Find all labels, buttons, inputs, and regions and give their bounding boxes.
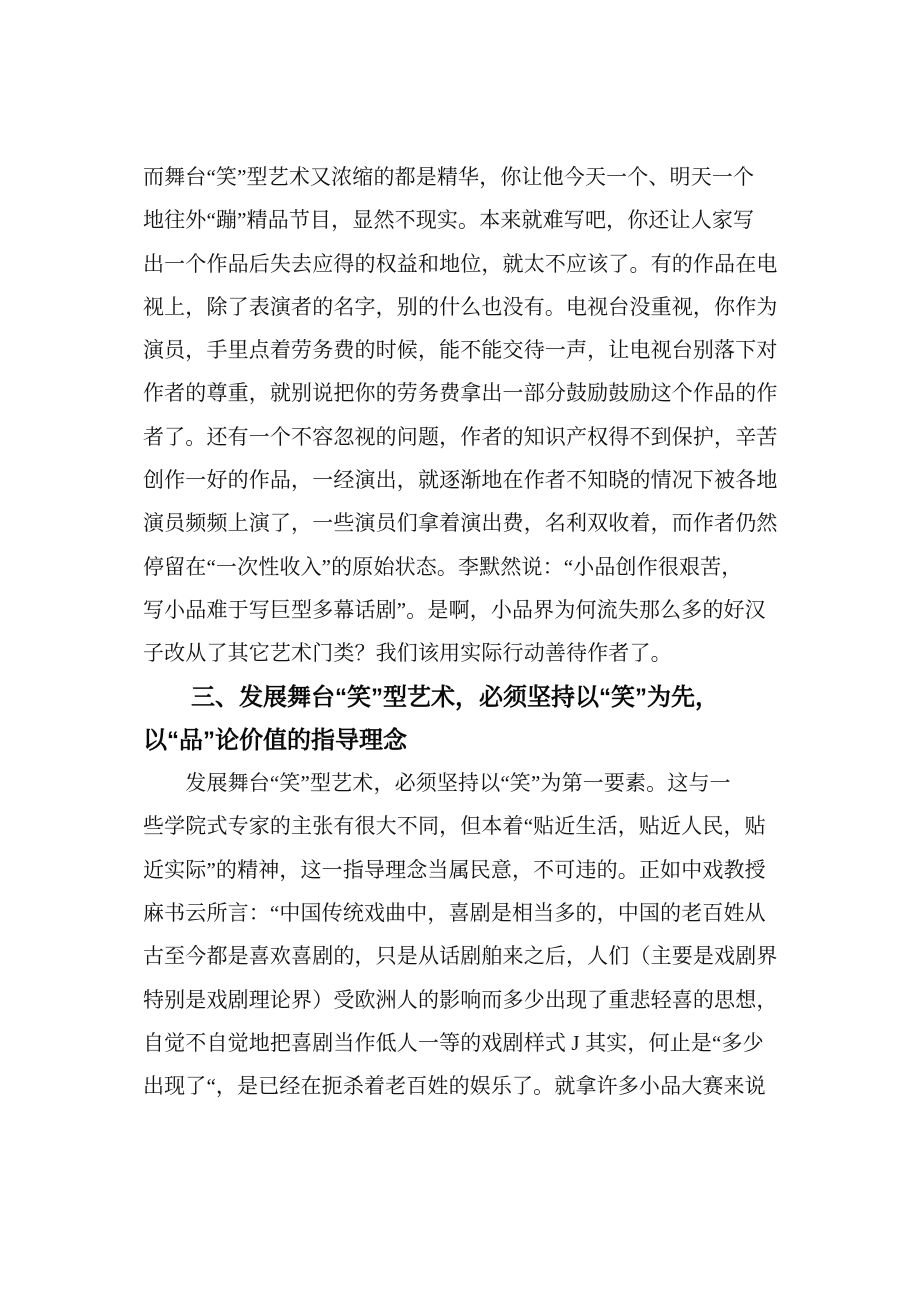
text-line: 视上，除了表演者的名字，别的什么也没有。电视台没重视，你作为 [143, 294, 778, 319]
text-line: 近实际”的精神，这一指导理念当属民意，不可违的。正如中戏教授 [143, 857, 766, 882]
section-heading [143, 676, 788, 763]
text-line: 创作一好的作品，一经演出，就逐渐地在作者不知晓的情况下被各地 [143, 468, 778, 493]
text-line: 三、发展舞台“笑”型艺术，必须坚持以“笑”为先， [143, 683, 719, 711]
text-line: 者了。还有一个不容忽视的问题，作者的知识产权得不到保护，辛苦 [143, 424, 778, 449]
text-line: 地往外“蹦”精品节目，显然不现实。本来就难写吧，你还让人家写 [143, 208, 755, 233]
text-line: 演员频频上演了，一些演员们拿着演出费，名利双收着，而作者仍然 [143, 511, 778, 536]
text-line: 发展舞台“笑”型艺术，必须坚持以“笑”为第一要素。这与一 [143, 771, 731, 796]
document-text-block [143, 156, 788, 1109]
text-line: 出现了“，是已经在扼杀着老百姓的娱乐了。就拿许多小品大赛来说 [143, 1074, 766, 1099]
text-line: 麻书云所言：“中国传统戏曲中，喜剧是相当多的，中国的老百姓从 [143, 901, 766, 926]
text-line: 特别是戏剧理论界）受欧洲人的影响而多少出现了重悲轻喜的思想， [143, 987, 778, 1012]
text-line: 写小品难于写巨型多幕话剧”。是啊，小品界为何流失那么多的好汉 [143, 597, 766, 622]
text-line: 古至今都是喜欢喜剧的，只是从话剧舶来之后，人们（主要是戏剧界 [143, 944, 778, 969]
text-line: 以“品”论价值的指导理念 [143, 726, 407, 754]
paragraph-2 [143, 762, 788, 1108]
text-line: 演员，手里点着劳务费的时候，能不能交待一声，让电视台别落下对 [143, 338, 778, 363]
text-line: 子改从了其它艺术门类？我们该用实际行动善待作者了。 [143, 641, 672, 666]
text-line: 自觉不自觉地把喜剧当作低人一等的戏剧样式 J 其实，何止是“多少 [143, 1030, 764, 1055]
text-line: 些学院式专家的主张有很大不同，但本着“贴近生活，贴近人民，贴 [143, 814, 766, 839]
text-line: 停留在“一次性收入”的原始状态。李默然说：“小品创作很艰苦， [143, 554, 743, 579]
text-line: 出一个作品后失去应得的权益和地位，就太不应该了。有的作品在电 [143, 251, 778, 276]
paragraph-continuation [143, 156, 788, 676]
text-line: 而舞台“笑”型艺术又浓缩的都是精华，你让他今天一个、明天一个 [143, 165, 755, 189]
text-line: 作者的尊重，就别说把你的劳务费拿出一部分鼓励鼓励这个作品的作 [143, 381, 778, 406]
